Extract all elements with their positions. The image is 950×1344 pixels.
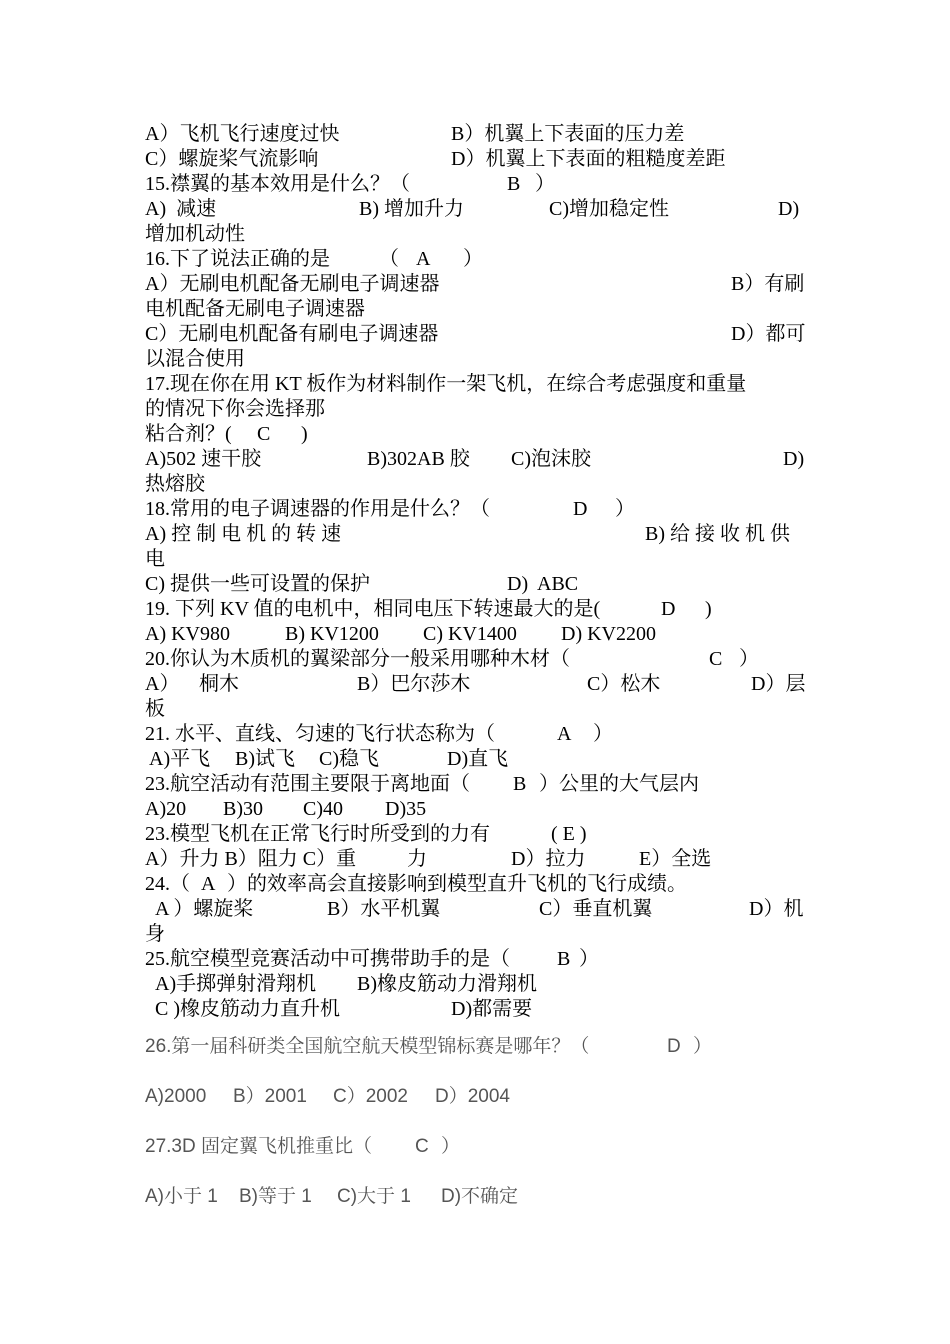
option-text: D）机翼上下表面的粗糙度差距 xyxy=(451,148,726,170)
option-text: C）松木 xyxy=(587,673,661,695)
answer-text: D xyxy=(667,1036,681,1057)
option-text: B)30 xyxy=(223,798,263,820)
option-text: D）都可 xyxy=(731,323,806,345)
answer-text: C xyxy=(709,648,723,670)
paren-text: ） xyxy=(441,1136,461,1157)
option-text: C)泡沫胶 xyxy=(511,448,591,470)
option-text: C）无刷电机配备有刷电子调速器 xyxy=(145,323,439,345)
question-15 xyxy=(145,172,807,197)
option-text: 增加机动性 xyxy=(145,223,245,245)
option-text: C)稳飞 xyxy=(319,748,379,770)
q25-options-cd xyxy=(145,997,807,1022)
paren-text: ） xyxy=(535,173,555,195)
question-20 xyxy=(145,647,807,672)
option-text: D)不确定 xyxy=(441,1186,519,1207)
question-24 xyxy=(145,872,807,897)
option-text: C )橡皮筋动力直升机 xyxy=(155,998,340,1020)
answer-text: C xyxy=(257,423,271,445)
question-25 xyxy=(145,947,807,972)
option-text: D）机 xyxy=(749,898,804,920)
option-text: A)2000 xyxy=(145,1086,207,1107)
question-text: ）的效率高会直接影响到模型直升飞机的飞行成绩。 xyxy=(227,873,687,895)
q18-option-b-cont xyxy=(145,547,807,572)
option-text: B) 增加升力 xyxy=(359,198,464,220)
option-text: A) KV980 xyxy=(145,623,230,645)
option-text: B)试飞 xyxy=(235,748,295,770)
option-text: D）2004 xyxy=(435,1086,510,1107)
option-text: D）层 xyxy=(751,673,806,695)
q17-options xyxy=(145,447,807,472)
line-option-ab xyxy=(145,122,807,147)
option-text: A)20 xyxy=(145,798,187,820)
option-text: B）有刷 xyxy=(731,273,805,295)
question-17 xyxy=(145,372,807,397)
question-text: 23.模型飞机在正常飞行时所受到的力有 xyxy=(145,823,490,845)
option-text: D) ABC xyxy=(507,573,579,595)
q16-option-d-cont xyxy=(145,347,807,372)
option-text: C）2002 xyxy=(333,1086,408,1107)
line-option-cd xyxy=(145,147,807,172)
option-text: A）无刷电机配备无刷电子调速器 xyxy=(145,273,440,295)
paren-text: （ xyxy=(379,248,399,270)
q26-options xyxy=(145,1084,807,1109)
option-text: B）巴尔莎木 xyxy=(357,673,471,695)
q17-options-cont xyxy=(145,472,807,497)
answer-text: A xyxy=(557,723,572,745)
answer-text: D xyxy=(573,498,588,520)
option-text: A ）螺旋桨 xyxy=(155,898,254,920)
question-text: 16.下了说法正确的是 xyxy=(145,248,330,270)
option-text: B)302AB 胶 xyxy=(367,448,470,470)
question-text: 17.现在你在用 KT 板作为材料制作一架飞机，在综合考虑强度和重量 xyxy=(145,373,747,395)
question-19 xyxy=(145,597,807,622)
paren-text: ) xyxy=(301,423,308,445)
question-17-cont2 xyxy=(145,422,807,447)
q19-options xyxy=(145,622,807,647)
option-text: D) xyxy=(783,448,805,470)
option-text: A)手掷弹射滑翔机 xyxy=(155,973,317,995)
option-text: B)等于 1 xyxy=(239,1186,312,1207)
option-text: B) 给 接 收 机 供 xyxy=(645,523,790,545)
paren-text: ） xyxy=(615,498,635,520)
option-text: 身 xyxy=(145,923,165,945)
q23b-options xyxy=(145,847,807,872)
question-27 xyxy=(145,1134,807,1159)
option-text: D）拉力 xyxy=(511,848,586,870)
option-text: 电机配备无刷电子调速器 xyxy=(145,298,365,320)
answer-text: A xyxy=(201,873,216,895)
q18-option-cd xyxy=(145,572,807,597)
question-text: 23.航空活动有范围主要限于离地面（ xyxy=(145,773,470,795)
option-text: B) KV1200 xyxy=(285,623,379,645)
option-text: A）飞机飞行速度过快 xyxy=(145,123,340,145)
answer-text: D xyxy=(661,598,676,620)
option-text: B）水平机翼 xyxy=(327,898,441,920)
option-text: D) KV2200 xyxy=(561,623,656,645)
question-text: 27.3D 固定翼飞机推重比（ xyxy=(145,1136,372,1157)
option-text: A)小于 1 xyxy=(145,1186,218,1207)
option-text: D) xyxy=(778,198,800,220)
option-text: C）螺旋桨气流影响 xyxy=(145,148,319,170)
question-26 xyxy=(145,1034,807,1059)
question-23b xyxy=(145,822,807,847)
option-text: C)大于 1 xyxy=(337,1186,411,1207)
option-text: A) 减速 xyxy=(145,198,217,220)
answer-text: C xyxy=(415,1136,429,1157)
answer-text: B xyxy=(513,773,527,795)
question-text: 24.（ xyxy=(145,873,190,895)
option-text: D)都需要 xyxy=(451,998,533,1020)
option-text: C) 提供一些可设置的保护 xyxy=(145,573,370,595)
option-text: A） xyxy=(145,673,180,695)
question-text: 20.你认为木质机的翼梁部分一般采用哪种木材（ xyxy=(145,648,570,670)
option-text: D)35 xyxy=(385,798,427,820)
option-text: 电 xyxy=(145,548,165,570)
q16-option-cd xyxy=(145,322,807,347)
question-text: 21. 水平、直线、匀速的飞行状态称为（ xyxy=(145,723,495,745)
q27-options xyxy=(145,1184,807,1209)
option-text: 热熔胶 xyxy=(145,473,205,495)
option-text: A)平飞 xyxy=(149,748,211,770)
question-text: 19. 下列 KV 值的电机中，相同电压下转速最大的是( xyxy=(145,598,601,620)
q25-options-ab xyxy=(145,972,807,997)
option-text: 板 xyxy=(145,698,165,720)
question-text: 粘合剂？( xyxy=(145,423,232,445)
question-text: 26.第一届科研类全国航空航天模型锦标赛是哪年？（ xyxy=(145,1036,590,1057)
question-text: 25.航空模型竞赛活动中可携带助手的是（ xyxy=(145,948,510,970)
option-text: A)502 速干胶 xyxy=(145,448,262,470)
answer-text: A xyxy=(416,248,431,270)
q20-options xyxy=(145,672,807,697)
question-text: 18.常用的电子调速器的作用是什么？（ xyxy=(145,498,490,520)
q21-options xyxy=(145,747,807,772)
q24-options-cont xyxy=(145,922,807,947)
option-text: A）升力 B）阻力 C）重 xyxy=(145,848,357,870)
question-17-cont xyxy=(145,397,807,422)
option-text: 以混合使用 xyxy=(145,348,245,370)
option-text: B）机翼上下表面的压力差 xyxy=(451,123,685,145)
option-text: B)橡皮筋动力滑翔机 xyxy=(357,973,537,995)
option-text: C)40 xyxy=(303,798,343,820)
q20-options-cont xyxy=(145,697,807,722)
question-16 xyxy=(145,247,807,272)
q18-option-ab xyxy=(145,522,807,547)
option-text: D)直飞 xyxy=(447,748,509,770)
question-23a xyxy=(145,772,807,797)
option-text: C)增加稳定性 xyxy=(549,198,669,220)
q16-option-ab xyxy=(145,272,807,297)
option-text: E）全选 xyxy=(639,848,712,870)
option-text: B）2001 xyxy=(233,1086,307,1107)
question-text: ）公里的大气层内 xyxy=(539,773,699,795)
q24-options xyxy=(145,897,807,922)
answer-text: B xyxy=(507,173,521,195)
paren-text: ) xyxy=(705,598,712,620)
q16-option-b-cont xyxy=(145,297,807,322)
paren-text: ） xyxy=(579,948,599,970)
answer-text: ( E ) xyxy=(551,823,587,845)
question-text: 的情况下你会选择那 xyxy=(145,398,325,420)
q23a-options xyxy=(145,797,807,822)
paren-text: ） xyxy=(463,248,483,270)
answer-text: B xyxy=(557,948,571,970)
question-text: 15.襟翼的基本效用是什么？（ xyxy=(145,173,410,195)
option-text: A) 控 制 电 机 的 转 速 xyxy=(145,523,342,545)
paren-text: ） xyxy=(739,648,759,670)
option-text: 力 xyxy=(407,848,427,870)
question-18 xyxy=(145,497,807,522)
q15-options xyxy=(145,197,807,222)
question-21 xyxy=(145,722,807,747)
option-text: 桐木 xyxy=(199,673,239,695)
paren-text: ） xyxy=(593,723,613,745)
paren-text: ） xyxy=(693,1036,713,1057)
option-text: C) KV1400 xyxy=(423,623,517,645)
option-text: C）垂直机翼 xyxy=(539,898,653,920)
q15-options-cont xyxy=(145,222,807,247)
